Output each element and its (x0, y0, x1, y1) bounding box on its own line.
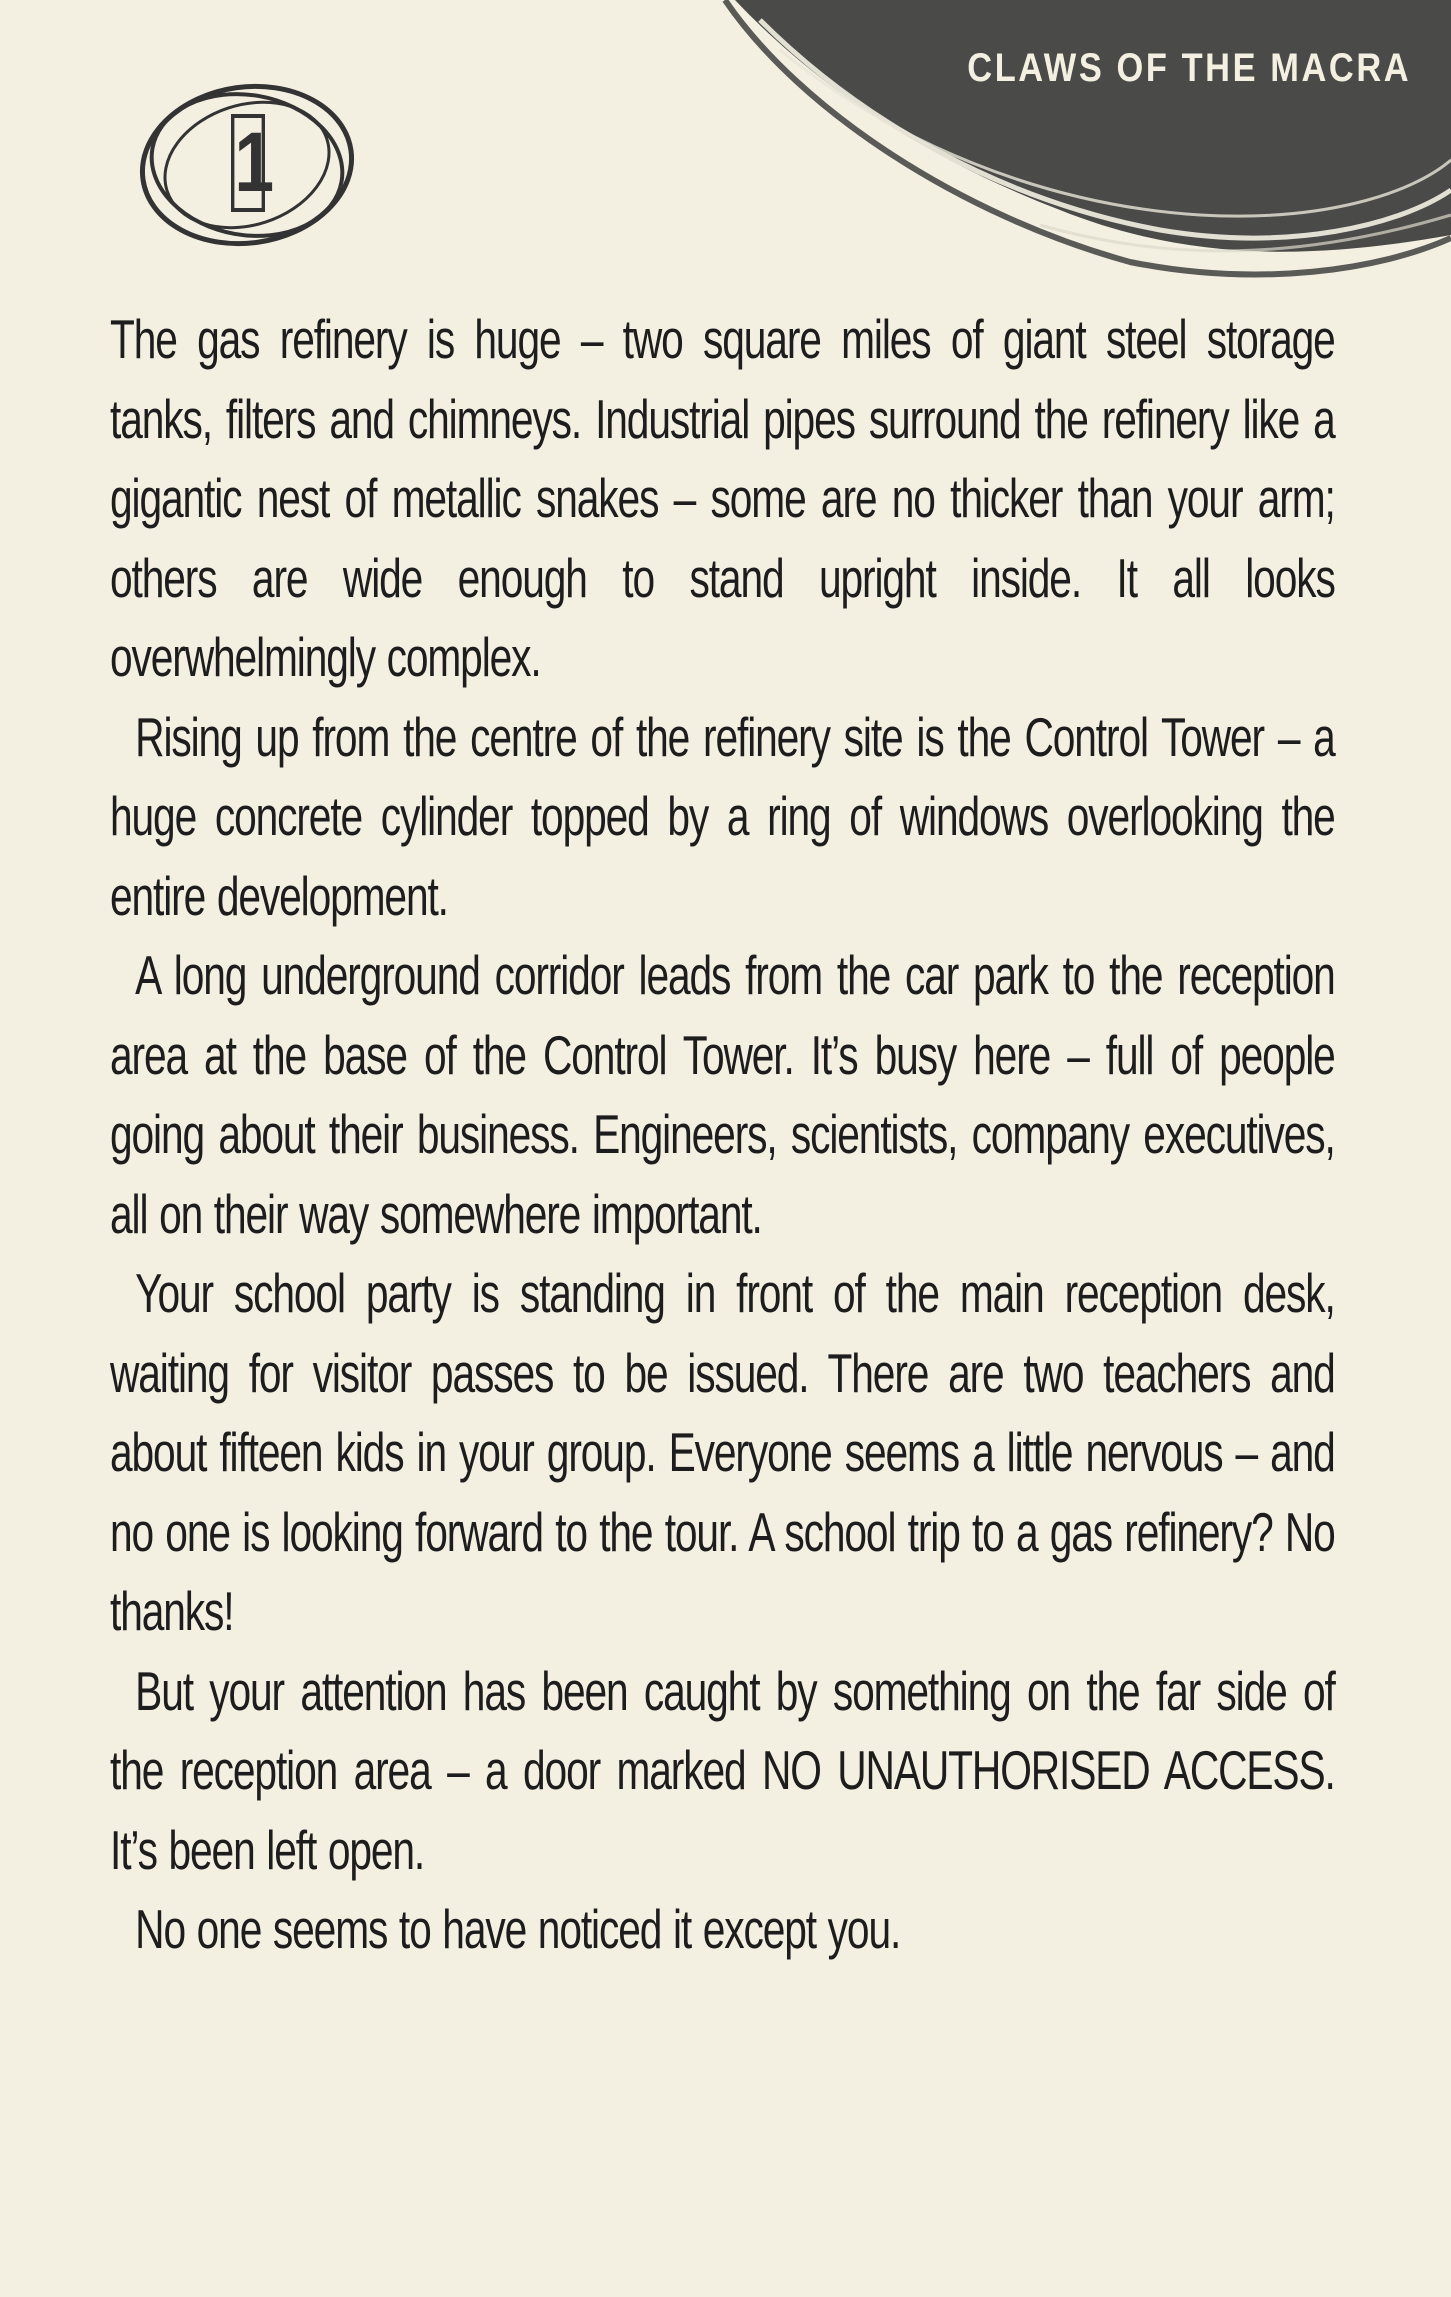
chapter-badge (132, 70, 362, 260)
paragraph: A long underground corridor leads from the car park to the reception area at the base of the Control Tower. It’s busy here – full of people going about their business. Engineers, scientists, company executives, all on their way somewhere important. (110, 944, 1335, 1245)
paragraph: Your school party is standing in front of the main reception desk, waiting for visitor passes to be issued. There are two teachers and about fifteen kids in your group. Everyone seems a little nervous – and no one is looking forward to the tour. A school trip to a gas refinery? No thanks! (110, 1262, 1335, 1642)
chapter-number: 1 (231, 114, 265, 212)
paragraph: The gas refinery is huge – two square miles of giant steel storage tanks, filters and chimneys. Industrial pipes surround the refinery like a gigantic nest of metallic snakes – some are no thicker than your arm; others are wide enough to stand upright inside. It all looks overwhelmingly complex. (110, 308, 1335, 688)
running-header: CLAWS OF THE MACRA (967, 46, 1411, 90)
body-text (110, 300, 1335, 1970)
paragraph: No one seems to have noticed it except you. (135, 1898, 901, 1960)
paragraph: But your attention has been caught by something on the far side of the reception area – a door marked NO UNAUTHORISED ACCESS. It’s been left open. (110, 1659, 1335, 1881)
paragraph: Rising up from the centre of the refinery site is the Control Tower – a huge concrete cylinder topped by a ring of windows overlooking the entire development. (110, 705, 1335, 927)
